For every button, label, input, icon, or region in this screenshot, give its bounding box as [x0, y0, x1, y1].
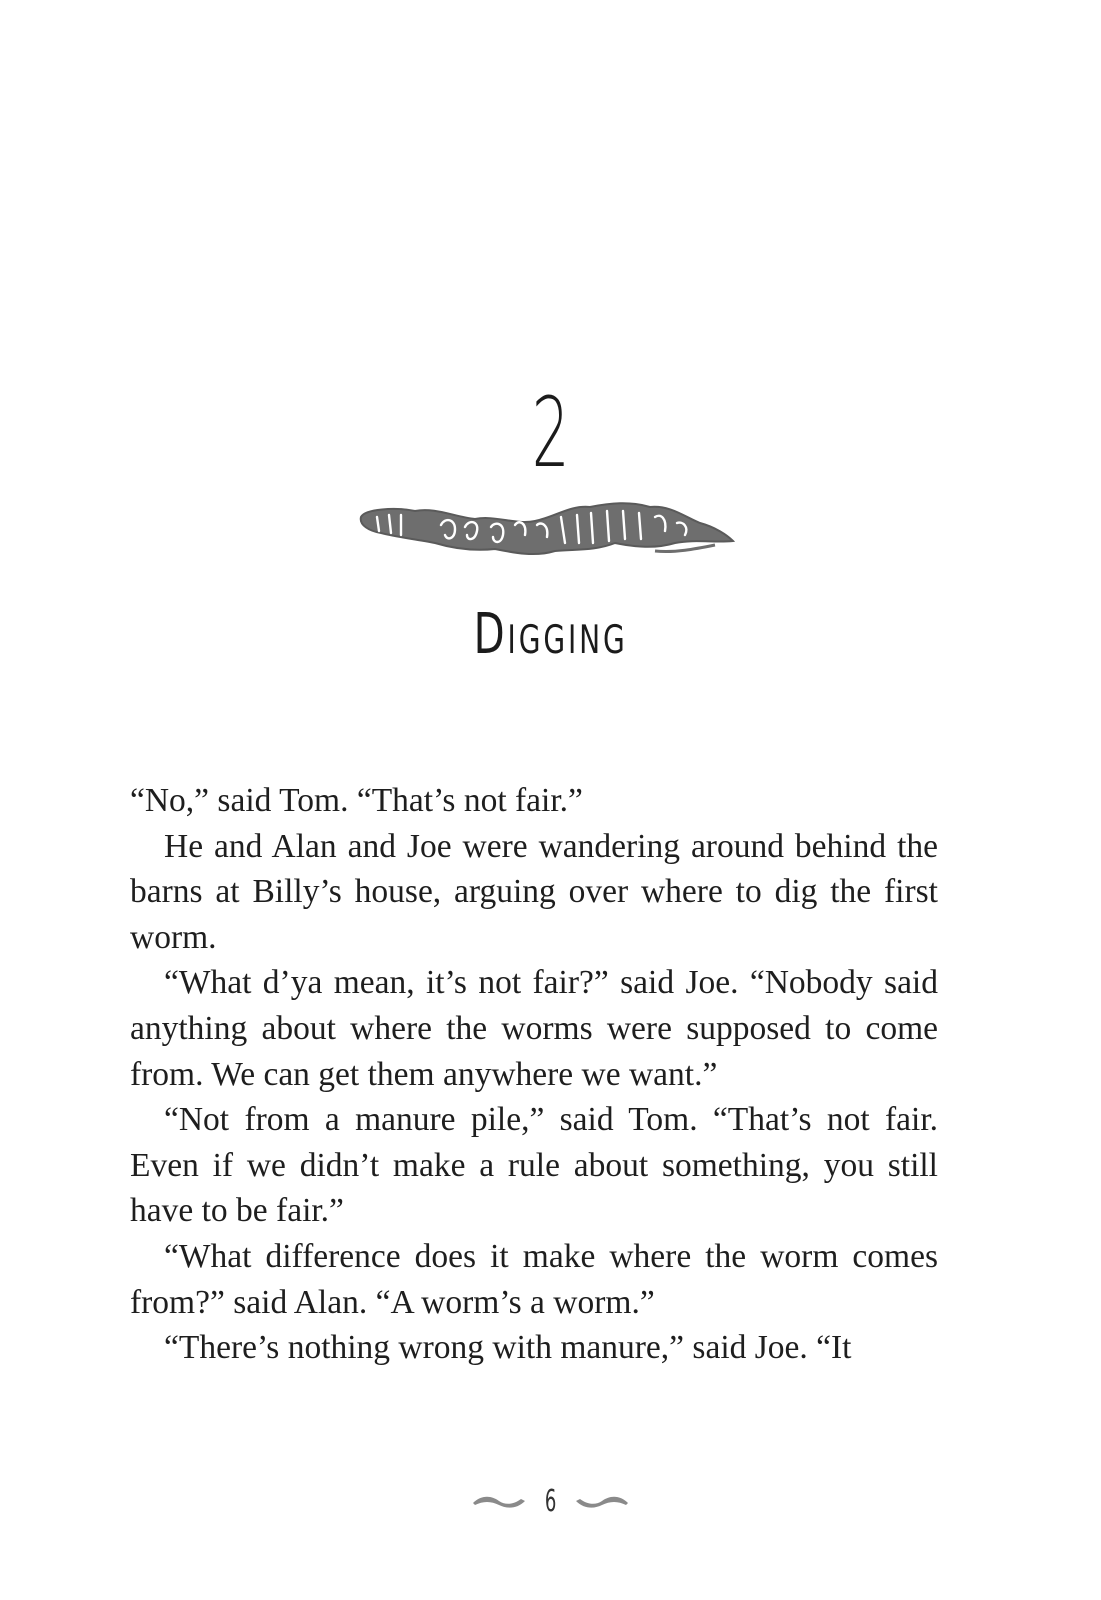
- paragraph: “Not from a manure pile,” said Tom. “That’s not fair. Even if we didn’t make a rule about something, you still have to be fair.”: [130, 1101, 938, 1230]
- worm-icon: [355, 495, 735, 570]
- chapter-number: 2: [531, 377, 570, 489]
- paragraph: “What d’ya mean, it’s not fair?” said Joe. “Nobody said anything about where the worms were supposed to come from. We can get them anywhere we want.”: [130, 964, 938, 1093]
- paragraph: “No,” said Tom. “That’s not fair.”: [130, 782, 583, 819]
- page-number: 6: [544, 1483, 557, 1519]
- paragraph: “There’s nothing wrong with manure,” said Joe. “It: [164, 1329, 852, 1367]
- swash-ornament-icon: [574, 1491, 630, 1511]
- chapter-title: Digging: [473, 602, 628, 667]
- paragraph: He and Alan and Joe were wandering around behind the barns at Billy’s house, arguing over where to dig the first worm.: [130, 827, 938, 956]
- page-footer: [0, 1476, 1101, 1526]
- paragraph: “What difference does it make where the worm comes from?” said Alan. “A worm’s a worm.”: [130, 1237, 938, 1321]
- chapter-body: [130, 778, 938, 1371]
- swash-ornament-icon: [471, 1491, 527, 1511]
